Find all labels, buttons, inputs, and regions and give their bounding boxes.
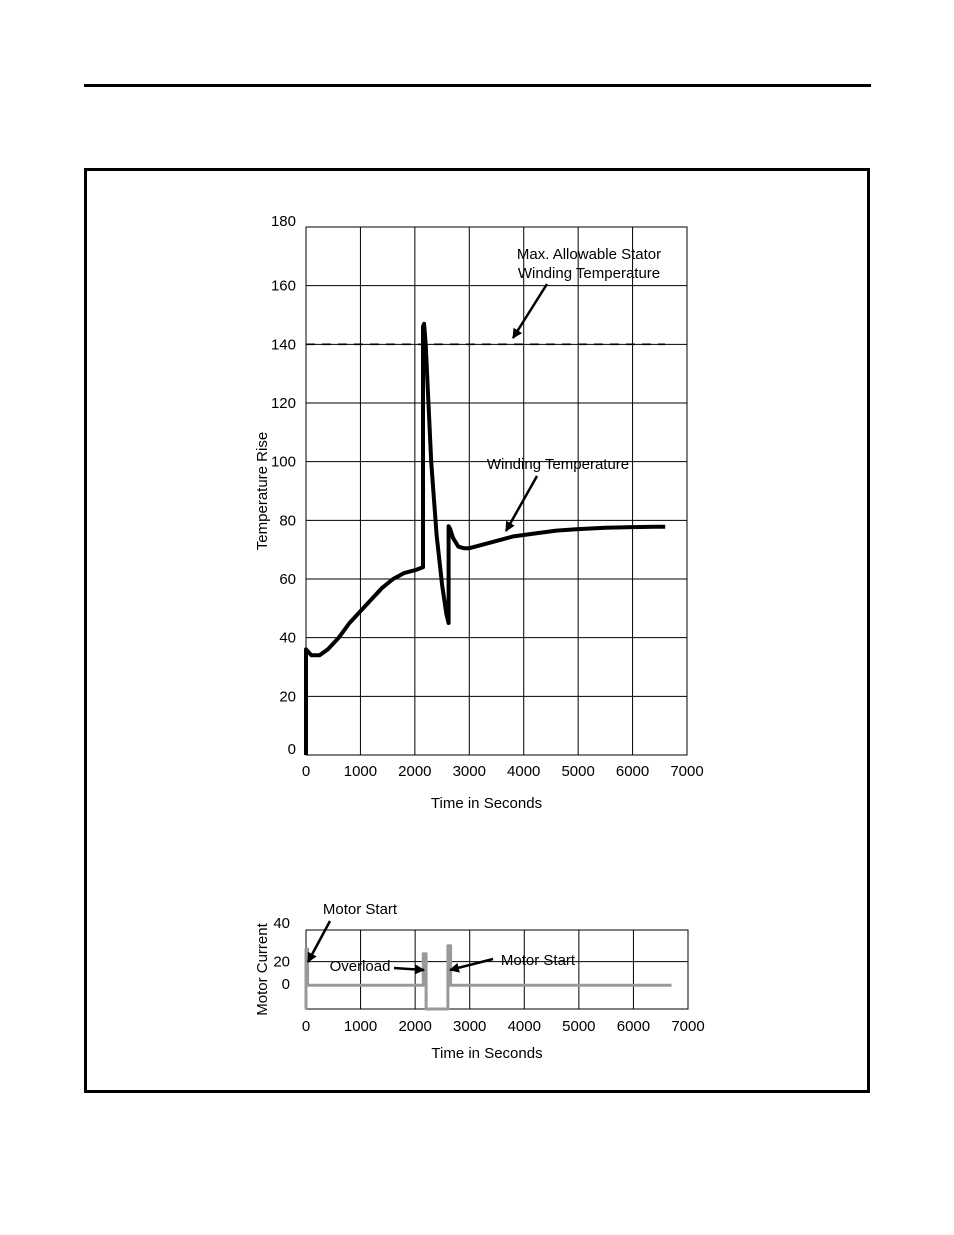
annotation-label: Motor Start — [322, 901, 398, 918]
x-tick-label: 7000 — [670, 763, 704, 780]
y-tick-label: 180 — [270, 213, 296, 230]
y-tick-label: 120 — [270, 395, 296, 412]
y-tick-label: 100 — [270, 453, 296, 471]
x-axis-title: Time in Seconds — [430, 795, 543, 812]
x-tick-label: 5000 — [561, 763, 595, 780]
x-tick-label: 6000 — [615, 763, 650, 780]
x-tick-label: 5000 — [562, 1018, 596, 1035]
annotation-arrow — [450, 959, 493, 970]
current-chart — [254, 901, 705, 1062]
y-tick-label: 40 — [273, 915, 290, 932]
annotation-arrow — [513, 284, 547, 338]
x-tick-label: 0 — [301, 1018, 311, 1035]
annotation-label: Overload — [329, 958, 391, 975]
x-tick-label: 2000 — [398, 763, 432, 780]
annotation-arrow — [394, 968, 424, 970]
winding-temperature-line — [306, 324, 665, 755]
y-tick-label: 40 — [279, 629, 296, 647]
x-tick-label: 0 — [301, 763, 311, 780]
annotation-arrow — [308, 921, 330, 962]
y-tick-label: 80 — [279, 512, 296, 530]
y-tick-label: 20 — [273, 953, 290, 971]
y-tick-label: 0 — [281, 976, 290, 994]
x-tick-label: 2000 — [398, 1018, 432, 1035]
annotation-arrow — [506, 476, 537, 531]
annotation-label: Motor Start — [500, 952, 576, 969]
y-tick-label: 0 — [287, 741, 296, 758]
x-axis-title: Time in Seconds — [431, 1045, 543, 1062]
x-tick-label: 6000 — [616, 1018, 651, 1035]
x-tick-label: 3000 — [452, 763, 486, 780]
annotation-label: Max. Allowable Stator — [516, 246, 662, 263]
y-tick-label: 20 — [279, 688, 296, 706]
x-tick-label: 4000 — [507, 763, 541, 780]
x-tick-label: 3000 — [453, 1018, 487, 1035]
annotation-label: Winding Temperature — [486, 456, 630, 473]
plot-border — [306, 227, 687, 755]
x-tick-label: 1000 — [343, 763, 378, 780]
x-tick-label: 7000 — [671, 1018, 705, 1035]
y-axis-title: Temperature Rise — [254, 431, 271, 551]
y-tick-label: 160 — [270, 277, 296, 295]
y-axis-title: Motor Current — [254, 923, 271, 1016]
temperature-chart — [254, 213, 704, 812]
x-tick-label: 1000 — [343, 1018, 378, 1035]
annotation-label: Winding Temperature — [517, 265, 661, 282]
x-tick-label: 4000 — [507, 1018, 541, 1035]
y-tick-label: 140 — [270, 336, 296, 354]
y-tick-label: 60 — [279, 571, 296, 588]
